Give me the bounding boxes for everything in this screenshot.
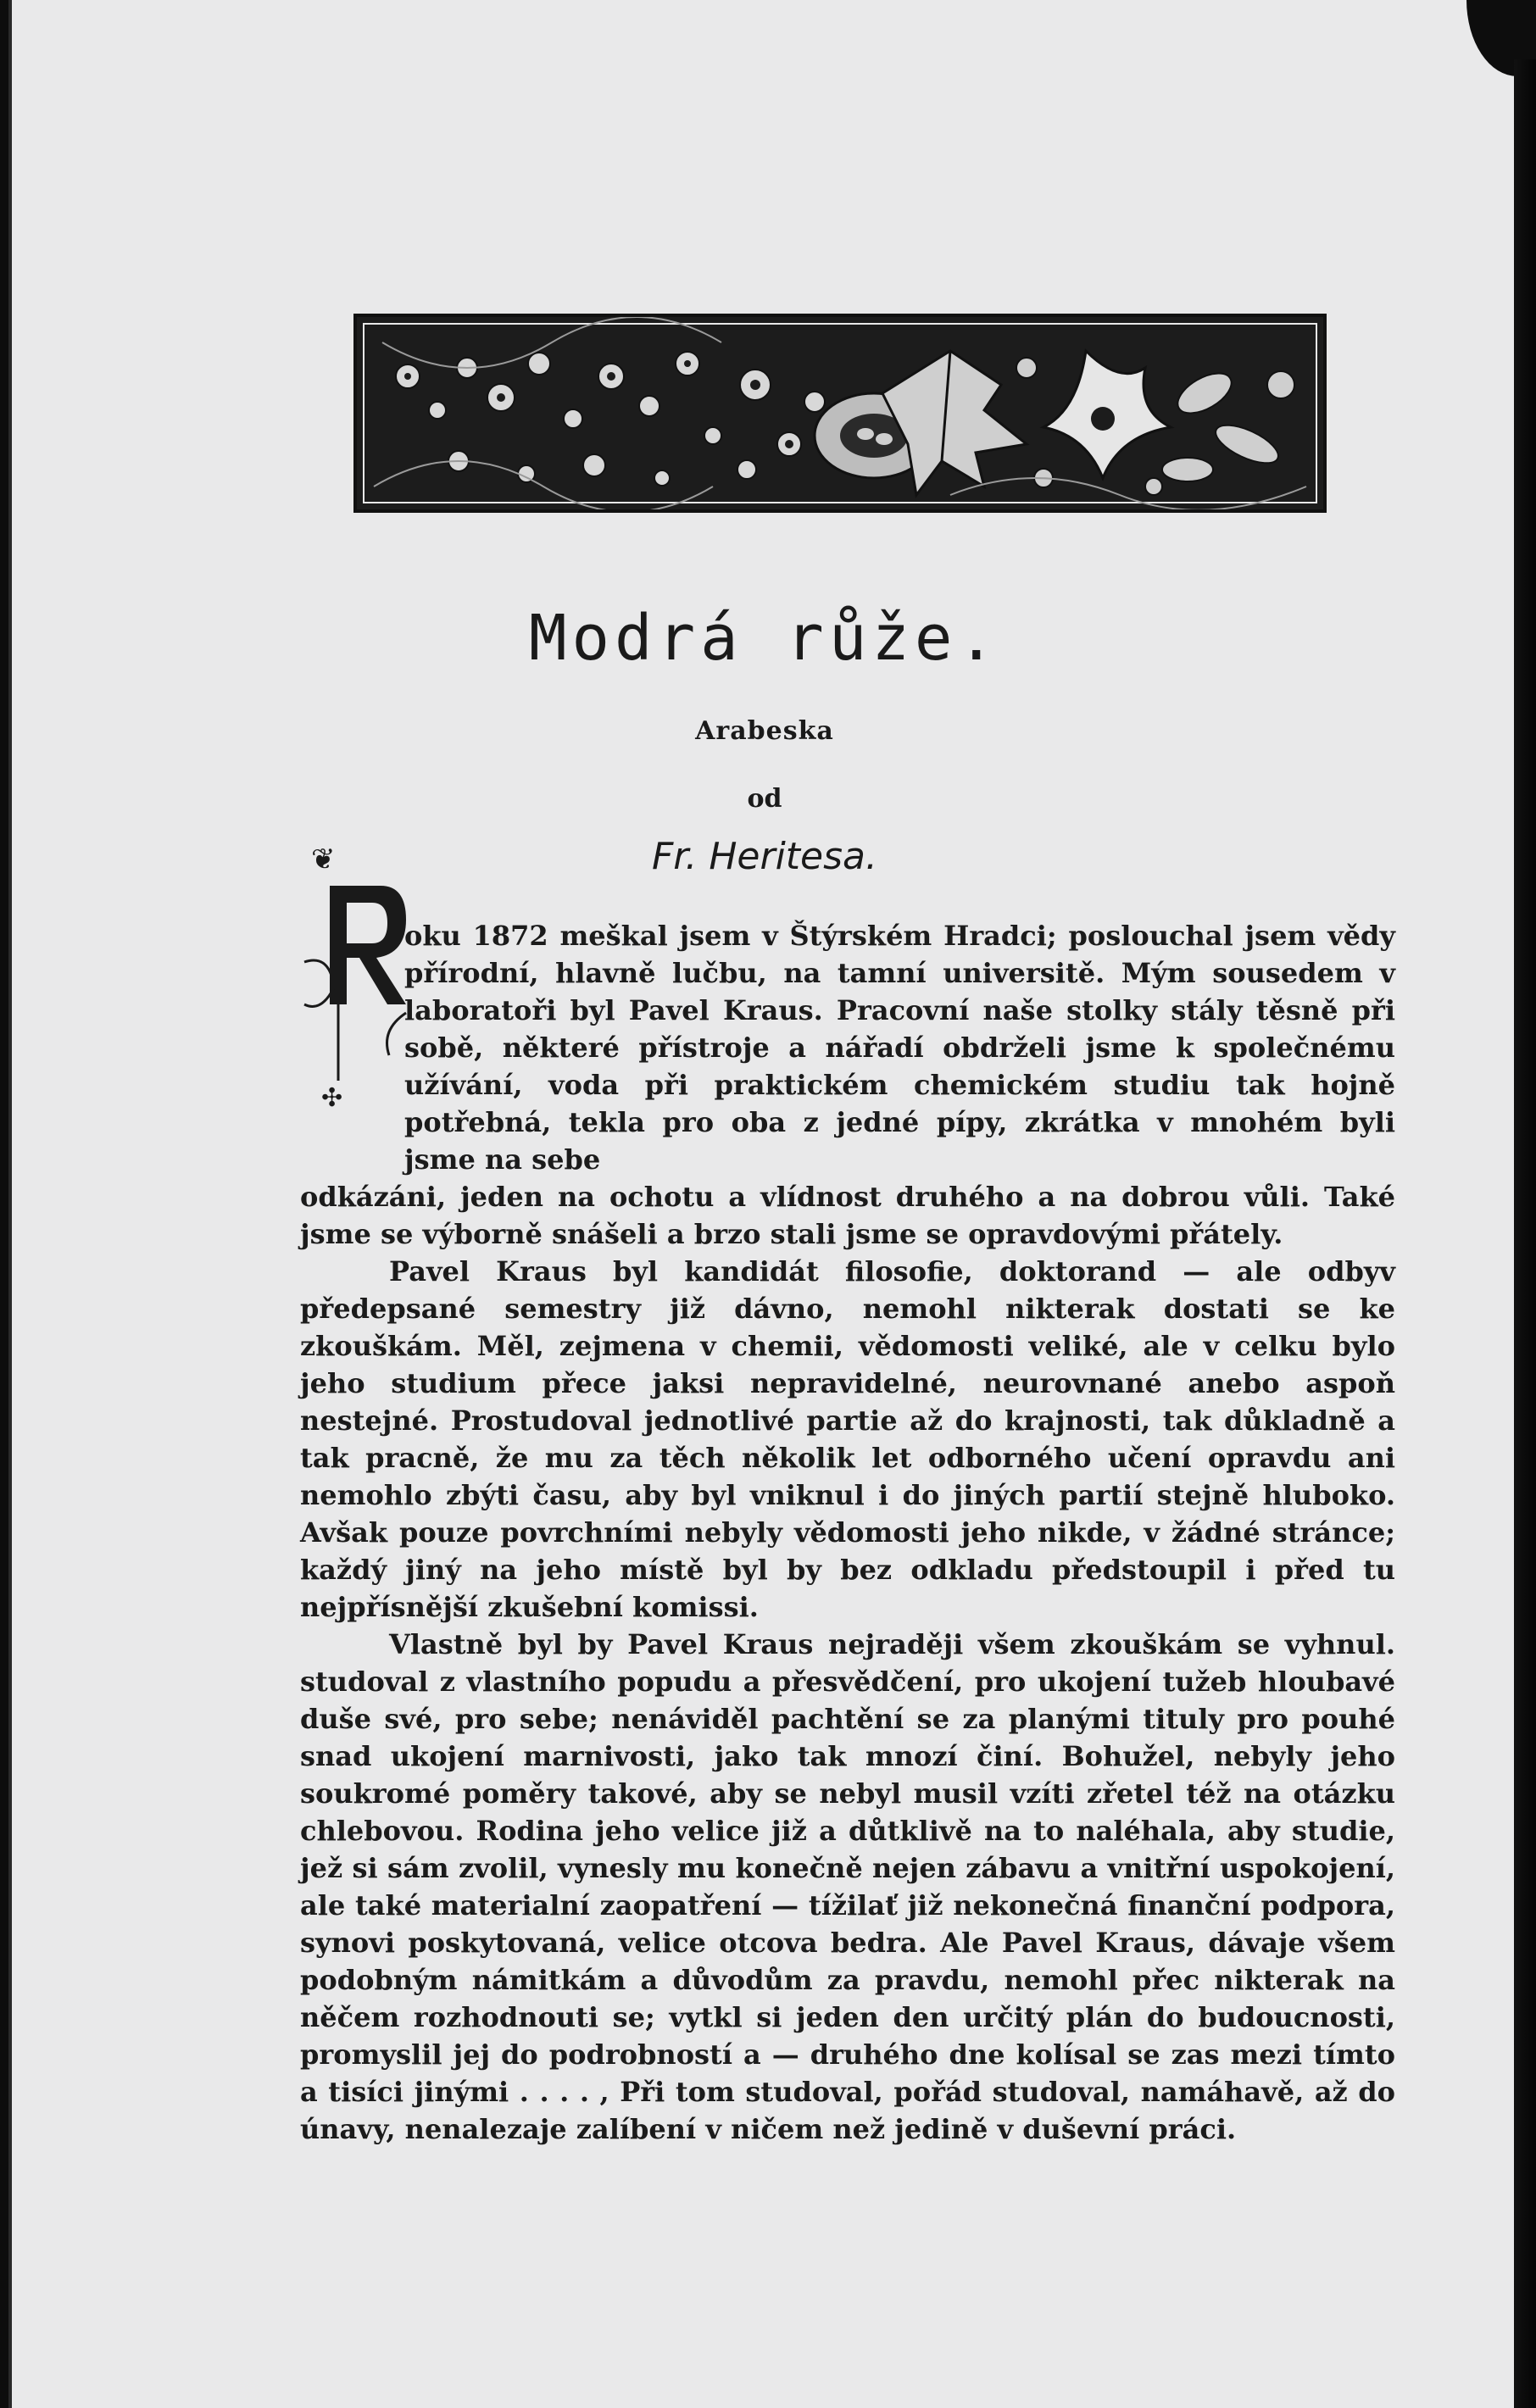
paragraph-1-rest: odkázáni, jeden na ochotu a vlídnost druhého a na dobrou vůli. Také jsme se výborně snášeli a brzo stali jsme se opravdovými přátely. [300, 1181, 1395, 1250]
book-page [8, 0, 1517, 2408]
article-body [300, 917, 1395, 2148]
svg-text:✣: ✣ [321, 1083, 343, 1113]
page-edge-shadow [1514, 59, 1536, 2408]
svg-text:❦: ❦ [311, 843, 336, 876]
paragraph-1 [300, 917, 1395, 1253]
paragraph-1-lead: oku 1872 meškal jsem v Štýrském Hradci; poslouchal jsem vědy přírodní, hlavně lučbu, na tamní universitě. Mým sousedem v laboratoři byl Pavel Kraus. Pracovní naše stolky stály těsně při sobě, některé přístroje a nářadí obdrželi jsme k společnému užívání, voda při praktickém chemickém studiu tak hojně potřebná, tekla pro oba z jedné pípy, zkrátka v mnohém byli jsme na sebe [404, 920, 1395, 1176]
floral-banner-icon [353, 314, 1327, 513]
paragraph-2: Pavel Kraus byl kandidát filosofie, doktorand — ale odbyv předepsané semestry již dávno, nemohl nikterak dostati se ke zkouškám. Měl, zejmena v chemii, vědomosti veliké, ale v celku bylo jeho studium přece jaksi nepravidelné, neurovnané anebo aspoň nestejné. Prostudoval jednotlivé partie až do krajnosti, tak důkladně a tak pracně, že mu za těch několik let odborného učení opravdu ani nemohlo zbýti času, aby byl vniknul i do jiných partií stejně hluboko. Avšak pouze povrchními nebyly vědomosti jeho nikde, v žádné stránce; každý jiný na jeho místě byl by bez odkladu předstoupil i před tu nejpřísnější zkušební komissi. [300, 1255, 1395, 1623]
page-corner [1466, 0, 1517, 76]
author-name: Fr. Heritesa. [652, 835, 877, 878]
paragraph-3: Vlastně byl by Pavel Kraus nejraději všem zkouškám se vyhnul. studoval z vlastního popudu a přesvědčení, pro ukojení tužeb hloubavé duše své, pro sebe; nenáviděl pachtění se za planými tituly pro pouhé snad ukojení marnivosti, jako tak mnozí činí. Bohužel, nebyly jeho soukromé poměry takové, aby se nebyl musil vzíti zřetel též na otázku chlebovou. Rodina jeho velice již a důtklivě na to naléhala, aby studie, jež si sám zvolil, vynesly mu konečně nejen zábavu a vnitřní uspokojení, ale také materialní zaopatření — tížilať již nekonečná finanční podpora, synovi poskytovaná, velice otcova bedra. Ale Pavel Kraus, dávaje všem podobným námitkám a důvodům za pravdu, nemohl přec nikterak na něčem rozhodnouti se; vytkl si jeden den určitý plán do budoucnosti, promyslil jej do podrobností a — druhého dne kolísal se zas mezi tímto a tisíci jinými . . . . , Při tom studoval, pořád studoval, namáhavě, až do únavy, nenalezaje zalíbení v ničem než jedině v duševní práci. [300, 1628, 1395, 2145]
byline: od [747, 784, 782, 814]
article-subtitle: Arabeska [695, 716, 834, 746]
article-title: Modrá růže. [528, 602, 1001, 675]
